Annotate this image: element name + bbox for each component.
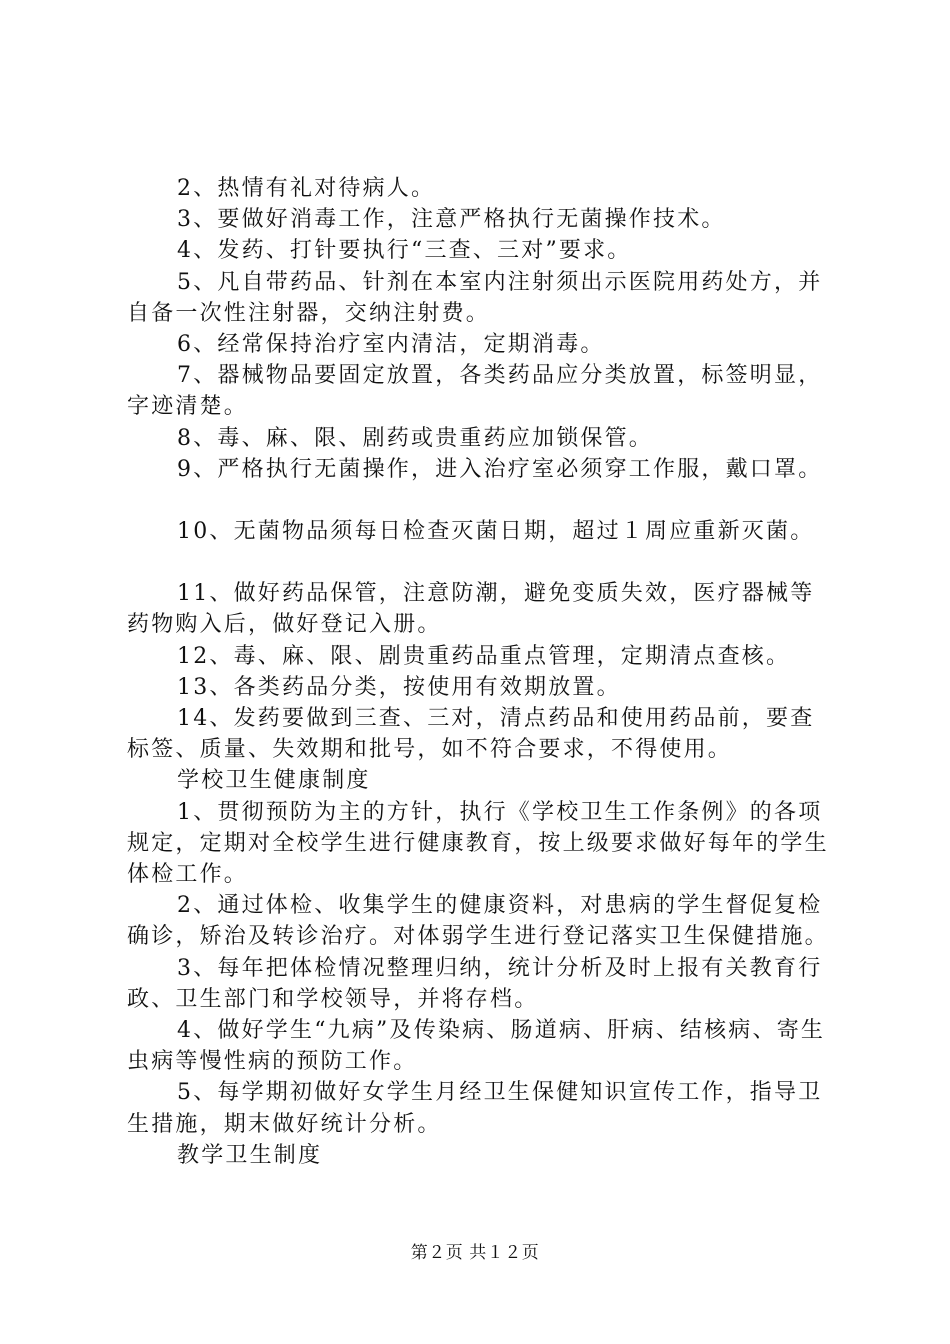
paragraph-rule-3: 3、要做好消毒工作，注意严格执行无菌操作技术。 (177, 207, 726, 233)
section-heading-school-health: 学校卫生健康制度 (177, 768, 371, 794)
paragraph-health-4: 4、做好学生“九病”及传染病、肠道病、肝病、结核病、寄生虫病等慢性病的预防工作。 (127, 1018, 826, 1075)
paragraph-rule-11: 11、做好药品保管，注意防潮，避免变质失效，医疗器械等药物购入后，做好登记入册。 (127, 581, 815, 638)
paragraph-health-1: 1、贯彻预防为主的方针，执行《学校卫生工作条例》的各项规定，定期对全校学生进行健康教育，按上级要求做好每年的学生体检工作。 (127, 799, 829, 888)
section-heading-teaching-health: 教学卫生制度 (177, 1142, 323, 1168)
document-body (127, 173, 837, 1171)
paragraph-health-2: 2、通过体检、收集学生的健康资料，对患病的学生督促复检确诊，矫治及转诊治疗。对体弱学生进行登记落实卫生保健措施。 (127, 893, 829, 950)
paragraph-rule-8: 8、毒、麻、限、剧药或贵重药应加锁保管。 (177, 425, 653, 451)
paragraph-rule-4: 4、发药、打针要执行“三查、三对”要求。 (177, 238, 632, 264)
paragraph-rule-13: 13、各类药品分类，按使用有效期放置。 (177, 674, 621, 700)
page-number-footer: 第２页 共１２页 (410, 1243, 540, 1263)
paragraph-rule-7: 7、器械物品要固定放置，各类药品应分类放置，标签明显，字迹清楚。 (127, 363, 823, 420)
paragraph-health-5: 5、每学期初做好女学生月经卫生保健知识宣传工作，指导卫生措施，期末做好统计分析。 (127, 1080, 823, 1137)
paragraph-rule-10: 10、无菌物品须每日检查灭菌日期，超过１周应重新灭菌。 (177, 519, 815, 545)
paragraph-health-3: 3、每年把体检情况整理归纳，统计分析及时上报有关教育行政、卫生部门和学校领导，并将存档。 (127, 955, 823, 1012)
paragraph-rule-14: 14、发药要做到三查、三对，清点药品和使用药品前，要查标签、质量、失效期和批号，如不符合要求，不得使用。 (127, 706, 815, 763)
paragraph-rule-2: 2、热情有礼对待病人。 (177, 176, 436, 201)
paragraph-rule-12: 12、毒、麻、限、剧贵重药品重点管理，定期清点查核。 (177, 643, 791, 669)
paragraph-rule-6: 6、经常保持治疗室内清洁，定期消毒。 (177, 332, 605, 358)
paragraph-rule-5: 5、凡自带药品、针剂在本室内注射须出示医院用药处方，并自备一次性注射器，交纳注射费。 (127, 269, 823, 326)
paragraph-rule-9: 9、严格执行无菌操作，进入治疗室必须穿工作服，戴口罩。 (177, 456, 823, 482)
